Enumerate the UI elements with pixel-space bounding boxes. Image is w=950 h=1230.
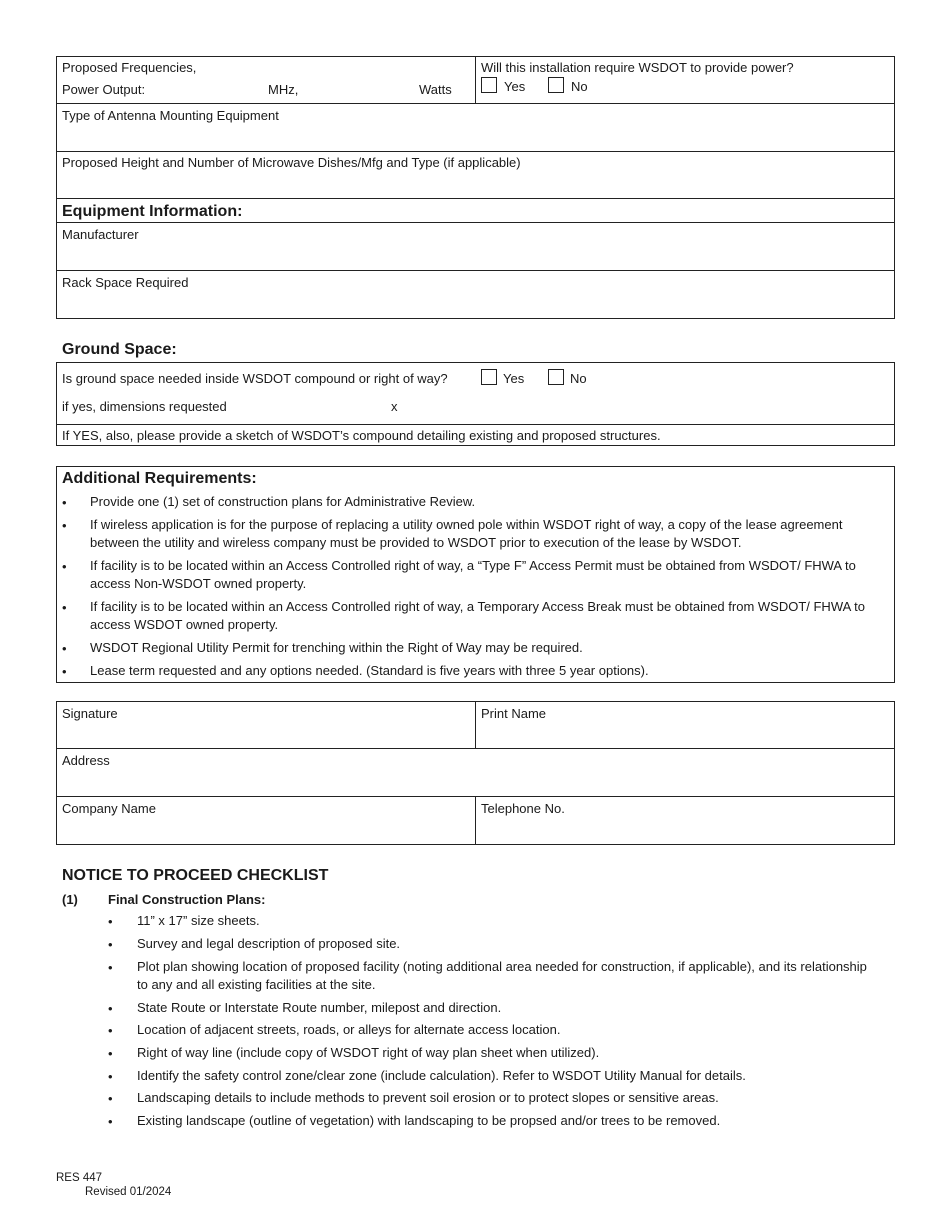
dimensions-separator: x [391, 399, 398, 414]
watts-field[interactable] [305, 80, 415, 98]
power-question: Will this installation require WSDOT to provide power? [481, 60, 794, 75]
power-no-label: No [571, 79, 588, 94]
row-divider [56, 270, 895, 271]
checklist-item: Existing landscape (outline of vegetation) with landscaping to be propsed and/or trees to be removed. [137, 1113, 721, 1128]
bullet-icon: • [62, 495, 67, 510]
mhz-unit: MHz, [268, 82, 299, 97]
requirement-item: If facility is to be located within an Access Controlled right of way, a Temporary Access Break must be obtained from WSDOT/ FHWA to access WSDOT owned property. [90, 599, 866, 632]
row-divider [56, 151, 895, 152]
ground-space-question: Is ground space needed inside WSDOT compound or right of way? [62, 371, 448, 386]
requirement-item: Lease term requested and any options needed. (Standard is five years with three 5 year options). [90, 663, 649, 678]
notice-to-proceed-heading: NOTICE TO PROCEED CHECKLIST [62, 867, 329, 884]
signature-field[interactable] [60, 723, 470, 745]
checklist-item: Plot plan showing location of proposed facility (noting additional area needed for construction, if applicable), and its relationship to any and all existing facilities at the site. [137, 959, 867, 992]
bullet-icon: • [108, 1114, 113, 1129]
dimension-length-field[interactable] [405, 397, 555, 415]
proposed-frequencies-label: Proposed Frequencies, [62, 60, 197, 75]
bullet-icon: • [62, 518, 67, 533]
antenna-mounting-field[interactable] [60, 126, 890, 148]
bullet-icon: • [62, 559, 67, 574]
requirement-item: If facility is to be located within an Access Controlled right of way, a “Type F” Access Permit must be obtained from WSDOT/ FHWA to access Non-WSDOT owned property. [90, 558, 856, 591]
power-no-checkbox[interactable] [548, 77, 564, 93]
power-yes-checkbox[interactable] [481, 77, 497, 93]
bullet-icon: • [108, 1023, 113, 1038]
checklist-item: 11” x 17” size sheets. [137, 913, 260, 928]
form-number: RES 447 [56, 1172, 103, 1184]
microwave-dishes-field[interactable] [60, 173, 890, 195]
dimension-width-field[interactable] [248, 397, 383, 415]
checklist-item: Survey and legal description of proposed site. [137, 936, 401, 951]
row-divider [56, 103, 895, 104]
telephone-label: Telephone No. [481, 801, 565, 816]
company-name-label: Company Name [62, 801, 156, 816]
print-name-label: Print Name [481, 706, 547, 721]
ground-yes-label: Yes [503, 371, 525, 386]
rack-space-field[interactable] [60, 293, 890, 315]
checklist-item: Right of way line (include copy of WSDOT right of way plan sheet when utilized). [137, 1045, 600, 1060]
revised-date: Revised 01/2024 [85, 1186, 172, 1198]
requirement-item: If wireless application is for the purpose of replacing a utility owned pole within WSDOT right of way, a copy of the lease agreement between the utility and wireless company must be provided to WSDOT prior to execution of the lease by WSDOT. [90, 517, 843, 550]
checklist-item-number: (1) [62, 892, 78, 907]
bullet-icon: • [108, 914, 113, 929]
ground-no-label: No [570, 371, 587, 386]
watts-unit: Watts [419, 82, 452, 97]
power-yes-label: Yes [504, 79, 526, 94]
row-divider [56, 424, 895, 425]
print-name-field[interactable] [479, 723, 889, 745]
bullet-icon: • [108, 1069, 113, 1084]
rack-space-label: Rack Space Required [62, 275, 189, 290]
ground-space-heading: Ground Space: [62, 341, 177, 358]
power-column-divider [475, 56, 476, 104]
address-field[interactable] [60, 771, 890, 793]
requirement-item: Provide one (1) set of construction plans for Administrative Review. [90, 494, 476, 509]
ground-yes-checkbox[interactable] [481, 369, 497, 385]
company-name-field[interactable] [60, 819, 470, 841]
bullet-icon: • [62, 664, 67, 679]
company-column-divider [475, 796, 476, 845]
bullet-icon: • [108, 1046, 113, 1061]
row-divider [56, 222, 895, 223]
checklist-item: Landscaping details to include methods to prevent soil erosion or to protect slopes or sensitive areas. [137, 1090, 719, 1105]
bullet-icon: • [108, 1001, 113, 1016]
signature-label: Signature [62, 706, 118, 721]
bullet-icon: • [62, 600, 67, 615]
sketch-note: If YES, also, please provide a sketch of WSDOT’s compound detailing existing and proposed structures. [62, 428, 661, 443]
bullet-icon: • [62, 641, 67, 656]
checklist-item: Location of adjacent streets, roads, or alleys for alternate access location. [137, 1022, 561, 1037]
bullet-icon: • [108, 937, 113, 952]
row-divider [56, 748, 895, 749]
manufacturer-field[interactable] [60, 245, 890, 267]
power-output-label: Power Output: [62, 82, 146, 97]
signature-column-divider [475, 701, 476, 749]
address-label: Address [62, 753, 110, 768]
bullet-icon: • [108, 1091, 113, 1106]
row-divider [56, 198, 895, 199]
manufacturer-label: Manufacturer [62, 227, 139, 242]
additional-requirements-heading: Additional Requirements: [62, 470, 257, 487]
telephone-field[interactable] [479, 819, 889, 841]
checklist-item: State Route or Interstate Route number, milepost and direction. [137, 1000, 502, 1015]
microwave-dishes-label: Proposed Height and Number of Microwave Dishes/Mfg and Type (if applicable) [62, 155, 521, 170]
checklist-item: Identify the safety control zone/clear zone (include calculation). Refer to WSDOT Utility Manual for details. [137, 1068, 746, 1083]
equipment-information-heading: Equipment Information: [62, 203, 243, 220]
requirement-item: WSDOT Regional Utility Permit for trenching within the Right of Way may be required. [90, 640, 583, 655]
antenna-mounting-label: Type of Antenna Mounting Equipment [62, 108, 279, 123]
checklist-item-title: Final Construction Plans: [108, 892, 266, 907]
power-output-field[interactable] [155, 80, 265, 98]
ground-no-checkbox[interactable] [548, 369, 564, 385]
bullet-icon: • [108, 960, 113, 975]
dimensions-label: if yes, dimensions requested [62, 399, 227, 414]
